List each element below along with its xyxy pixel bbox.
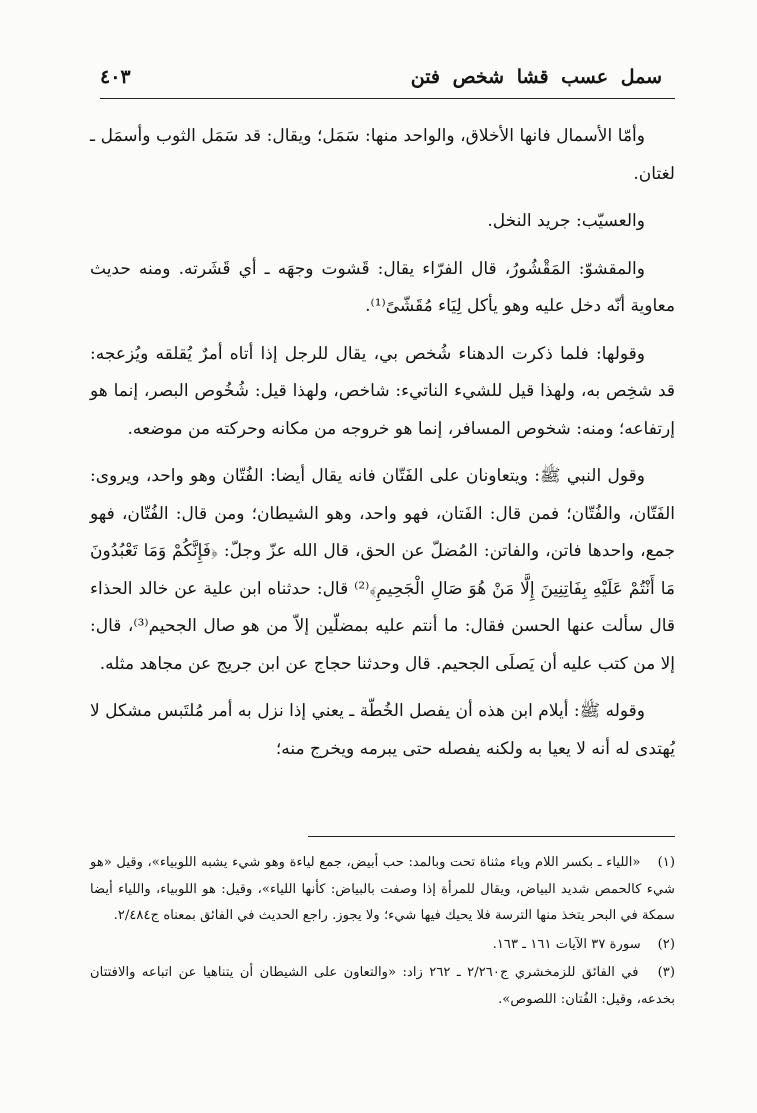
page-number: ٤٠٣ <box>100 66 131 88</box>
footnote-2 <box>90 932 675 959</box>
paragraph-fattan: وقول النبي ﷺ: ويتعاونان على الفَتّان فانه يقال أيضا: الفُتّان وهو واحد، ويروى: الفَتّان، والفُتّان؛ فمن قال: الفَتان، فهو واحد، وهو الشيطان؛ ومن قال: الفُتّان، فهو جمع، واحدها فاتن، والفاتن: المُضلّ عن الحق، قال الله عزّ وجلّ: ﴿فَإِنَّكُمْ وَمَا تَعْبُدُونَ مَا أَنْتُمْ عَلَيْهِ بِفَاتِنِينَ إِلَّا مَنْ هُوَ صَالِ الْجَحِيمِ﴾⁽²⁾ قال: حدثناه ابن علية عن خالد الحذاء قال سألت عنها الحسن فقال: ما أنتم عليه بمضلّين إلاّ من هو صال الجحيم⁽³⁾، قال: إلا من كتب عليه أن يَصلَى الجحيم. قال وحدثنا حجاج عن ابن جريج عن مجاهد مثله. <box>90 466 676 674</box>
footnote-number: (٣) <box>657 965 675 980</box>
running-header <box>100 60 662 94</box>
header-title: سمل عسب قشا شخص فتن <box>410 66 662 88</box>
footnote-text: سورة ٣٧ الآيات ١٦١ ـ ١٦٣. <box>492 936 641 952</box>
main-text <box>90 118 675 768</box>
paragraph-maqshu: والمقشوّ: المَقْشُورُ، قال الفرّاء يقال: قَشوت وجهَه ـ أي قَشَرته. ومنه حديث معاوية أنّه دخل عليه وهو يأكل لِيَاء مُقَشّىً⁽¹⁾. <box>90 258 675 316</box>
footnotes <box>90 850 675 1013</box>
footnote-number: (٢) <box>657 936 675 952</box>
paragraph-asib: والعسيّب: جريد النخل. <box>487 211 645 231</box>
footnote-number: (١) <box>657 855 675 870</box>
footnote-rule <box>308 836 675 837</box>
footnote-text: في الفائق للزمخشري ج٢/٢٦٠ ـ ٢٦٢ زاد: «والتعاون على الشيطان أن يتناهيا عن اتباعه والافتتان بخدعه، وقيل: الفُتان: اللصوص». <box>90 965 675 1007</box>
paragraph-asmal: وأمّا الأسمال فانها الأخلاق، والواحد منها: سَمَل؛ ويقال: قد سَمَل الثوب وأسمَل ـ لغتان. <box>90 126 675 184</box>
paragraph-shukhus: وقولها: فلما ذكرت الدهناء شُخص بي، يقال للرجل إذا أتاه أمرٌ يُقلقه ويُزعجه: قد شخِص به، ولهذا قيل للشيء الناتيء: شاخص، ولهذا قيل: شُخُوص البصر، إنما هو إرتفاعه؛ ومنه: شخوص المسافر، إنما هو خروجه من مكانه وحركته من موضعه. <box>90 343 675 439</box>
footnote-text: «اللياء ـ بكسر اللام وياء مثناة تحت وبالمد: حب أبيض، جمع لياءة وهو شيء يشبه اللوبياء»، وقيل «هو شيء كالحمص شديد البياض، ويقال للمرأة إذا وصفت بالبياض: كأنها اللياء»، وقيل: هو اللوبياء، واللياء أيضا سمكة في البحر يتخذ منها الترسة فلا يحيك فيها شيء؛ ولا يجوز. راجع الحديث في الفائق بمعناه ج٢/٤٨٤. <box>90 855 675 923</box>
paragraph-khutta: وقوله ﷺ: أيلام ابن هذه أن يفصل الخُطّة ـ يعني إذا نزل به أمر مُلتَبس مشكل لا يُهتدى له أنه لا يعيا به ولكنه يفصله حتى يبرمه ويخرج منه؛ <box>90 701 675 759</box>
footnote-3 <box>90 960 675 1013</box>
header-rule <box>100 98 675 99</box>
footnote-1 <box>90 850 675 930</box>
